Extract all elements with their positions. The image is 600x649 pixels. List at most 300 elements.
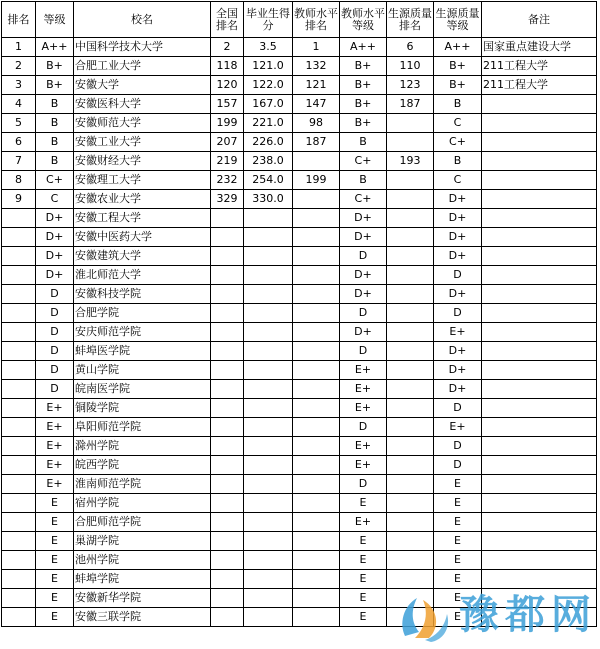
cell-rank — [2, 589, 36, 608]
cell-remarks — [482, 114, 597, 133]
table-row — [2, 399, 597, 418]
cell-national-rank — [211, 247, 244, 266]
cell-remarks — [482, 342, 597, 361]
table-row — [2, 266, 597, 285]
cell-school: 中国科学技术大学 — [74, 38, 211, 57]
cell-rank — [2, 228, 36, 247]
cell-student-grade: C — [434, 114, 482, 133]
cell-student-grade: D — [434, 399, 482, 418]
cell-remarks — [482, 152, 597, 171]
cell-student-rank: 193 — [387, 152, 434, 171]
cell-national-rank — [211, 380, 244, 399]
cell-grade: E+ — [36, 456, 74, 475]
cell-teacher-grade: E+ — [340, 437, 387, 456]
header-national-rank: 全国排名 — [211, 2, 244, 38]
cell-grade: E+ — [36, 418, 74, 437]
cell-grade: C+ — [36, 171, 74, 190]
cell-grade: D+ — [36, 247, 74, 266]
header-grade: 等级 — [36, 2, 74, 38]
cell-student-rank — [387, 323, 434, 342]
cell-grade: B — [36, 95, 74, 114]
cell-teacher-grade: E+ — [340, 380, 387, 399]
cell-teacher-rank — [293, 285, 340, 304]
cell-remarks — [482, 475, 597, 494]
cell-teacher-rank — [293, 247, 340, 266]
cell-student-grade: B — [434, 152, 482, 171]
cell-student-rank — [387, 228, 434, 247]
cell-rank: 2 — [2, 57, 36, 76]
cell-grade: E — [36, 589, 74, 608]
cell-teacher-grade: E+ — [340, 399, 387, 418]
cell-rank — [2, 266, 36, 285]
cell-school: 安徽建筑大学 — [74, 247, 211, 266]
cell-rank — [2, 342, 36, 361]
cell-graduate-score — [244, 589, 293, 608]
cell-teacher-rank — [293, 494, 340, 513]
cell-student-rank — [387, 266, 434, 285]
cell-student-rank: 123 — [387, 76, 434, 95]
cell-remarks: 国家重点建设大学 — [482, 38, 597, 57]
cell-student-rank — [387, 190, 434, 209]
cell-teacher-rank — [293, 323, 340, 342]
cell-teacher-rank: 98 — [293, 114, 340, 133]
cell-grade: B+ — [36, 76, 74, 95]
table-row — [2, 418, 597, 437]
cell-grade: B — [36, 114, 74, 133]
cell-graduate-score: 3.5 — [244, 38, 293, 57]
cell-teacher-rank — [293, 228, 340, 247]
cell-remarks — [482, 266, 597, 285]
cell-graduate-score — [244, 304, 293, 323]
cell-student-grade: D — [434, 437, 482, 456]
cell-grade: E — [36, 494, 74, 513]
table-row — [2, 247, 597, 266]
cell-teacher-rank — [293, 361, 340, 380]
cell-school: 安徽工业大学 — [74, 133, 211, 152]
cell-teacher-grade: D+ — [340, 228, 387, 247]
cell-student-grade: E — [434, 589, 482, 608]
cell-student-grade: D — [434, 456, 482, 475]
cell-national-rank — [211, 304, 244, 323]
cell-remarks: 211工程大学 — [482, 57, 597, 76]
cell-teacher-rank — [293, 152, 340, 171]
cell-rank — [2, 475, 36, 494]
cell-national-rank: 219 — [211, 152, 244, 171]
cell-student-grade: D+ — [434, 285, 482, 304]
cell-school: 合肥学院 — [74, 304, 211, 323]
cell-rank — [2, 494, 36, 513]
cell-remarks — [482, 513, 597, 532]
cell-teacher-grade: C+ — [340, 190, 387, 209]
table-row — [2, 304, 597, 323]
cell-student-grade: C+ — [434, 133, 482, 152]
cell-remarks — [482, 304, 597, 323]
cell-grade: B+ — [36, 57, 74, 76]
cell-student-grade: E — [434, 551, 482, 570]
cell-student-rank — [387, 304, 434, 323]
header-rank: 排名 — [2, 2, 36, 38]
cell-student-rank — [387, 532, 434, 551]
cell-rank — [2, 209, 36, 228]
cell-student-rank: 6 — [387, 38, 434, 57]
cell-national-rank — [211, 209, 244, 228]
cell-rank — [2, 304, 36, 323]
header-teacher-rank: 教师水平排名 — [293, 2, 340, 38]
cell-student-grade: E — [434, 570, 482, 589]
cell-student-rank — [387, 494, 434, 513]
ranking-table — [1, 1, 597, 627]
table-row — [2, 114, 597, 133]
cell-grade: A++ — [36, 38, 74, 57]
table-row — [2, 475, 597, 494]
cell-graduate-score — [244, 513, 293, 532]
cell-national-rank — [211, 399, 244, 418]
cell-national-rank — [211, 589, 244, 608]
cell-school: 安徽中医药大学 — [74, 228, 211, 247]
table-row — [2, 95, 597, 114]
cell-graduate-score — [244, 608, 293, 627]
cell-teacher-grade: D — [340, 418, 387, 437]
cell-student-rank — [387, 342, 434, 361]
cell-student-grade: E+ — [434, 418, 482, 437]
cell-grade: E+ — [36, 399, 74, 418]
cell-school: 淮南师范学院 — [74, 475, 211, 494]
cell-teacher-rank — [293, 589, 340, 608]
cell-teacher-grade: B+ — [340, 76, 387, 95]
cell-rank — [2, 513, 36, 532]
cell-graduate-score — [244, 494, 293, 513]
cell-teacher-grade: B+ — [340, 57, 387, 76]
cell-teacher-grade: E — [340, 532, 387, 551]
cell-graduate-score — [244, 418, 293, 437]
cell-grade: E — [36, 608, 74, 627]
cell-rank: 3 — [2, 76, 36, 95]
cell-grade: B — [36, 133, 74, 152]
cell-graduate-score — [244, 570, 293, 589]
cell-school: 皖南医学院 — [74, 380, 211, 399]
cell-school: 合肥师范学院 — [74, 513, 211, 532]
cell-rank — [2, 247, 36, 266]
cell-grade: E+ — [36, 475, 74, 494]
cell-teacher-rank — [293, 456, 340, 475]
cell-grade: D — [36, 342, 74, 361]
cell-student-rank — [387, 456, 434, 475]
cell-teacher-rank — [293, 304, 340, 323]
cell-school: 宿州学院 — [74, 494, 211, 513]
cell-student-rank — [387, 380, 434, 399]
cell-graduate-score: 122.0 — [244, 76, 293, 95]
cell-national-rank — [211, 456, 244, 475]
cell-school: 安徽师范大学 — [74, 114, 211, 133]
cell-teacher-rank — [293, 608, 340, 627]
cell-remarks — [482, 532, 597, 551]
cell-teacher-rank — [293, 418, 340, 437]
cell-remarks — [482, 418, 597, 437]
cell-graduate-score — [244, 228, 293, 247]
cell-graduate-score: 226.0 — [244, 133, 293, 152]
cell-school: 淮北师范大学 — [74, 266, 211, 285]
cell-remarks — [482, 494, 597, 513]
cell-remarks — [482, 285, 597, 304]
cell-teacher-grade: D — [340, 304, 387, 323]
cell-rank — [2, 437, 36, 456]
table-body — [2, 38, 597, 627]
cell-graduate-score — [244, 456, 293, 475]
cell-remarks — [482, 551, 597, 570]
cell-student-rank — [387, 171, 434, 190]
cell-graduate-score: 330.0 — [244, 190, 293, 209]
cell-grade: E — [36, 532, 74, 551]
cell-student-rank — [387, 285, 434, 304]
cell-school: 安徽理工大学 — [74, 171, 211, 190]
table-row — [2, 57, 597, 76]
cell-teacher-grade: E — [340, 494, 387, 513]
cell-rank: 4 — [2, 95, 36, 114]
cell-student-rank — [387, 114, 434, 133]
cell-student-grade: E — [434, 475, 482, 494]
cell-grade: D — [36, 380, 74, 399]
cell-rank — [2, 285, 36, 304]
cell-school: 蚌埠医学院 — [74, 342, 211, 361]
cell-student-grade: E — [434, 494, 482, 513]
cell-school: 安徽科技学院 — [74, 285, 211, 304]
table-row — [2, 551, 597, 570]
cell-teacher-rank — [293, 475, 340, 494]
cell-graduate-score — [244, 551, 293, 570]
cell-teacher-grade: B — [340, 171, 387, 190]
table-row — [2, 437, 597, 456]
cell-teacher-grade: E+ — [340, 361, 387, 380]
cell-teacher-grade: A++ — [340, 38, 387, 57]
cell-teacher-rank — [293, 513, 340, 532]
cell-national-rank: 232 — [211, 171, 244, 190]
cell-student-rank — [387, 399, 434, 418]
table-row — [2, 152, 597, 171]
table-row — [2, 380, 597, 399]
cell-national-rank: 118 — [211, 57, 244, 76]
cell-national-rank: 199 — [211, 114, 244, 133]
watermark — [395, 582, 599, 646]
cell-teacher-rank — [293, 380, 340, 399]
cell-school: 安徽医科大学 — [74, 95, 211, 114]
cell-student-grade: D+ — [434, 228, 482, 247]
cell-school: 蚌埠学院 — [74, 570, 211, 589]
cell-teacher-grade: D — [340, 247, 387, 266]
cell-remarks — [482, 399, 597, 418]
cell-student-grade: B+ — [434, 57, 482, 76]
table-row — [2, 76, 597, 95]
cell-national-rank — [211, 475, 244, 494]
cell-remarks — [482, 133, 597, 152]
cell-student-grade: D+ — [434, 361, 482, 380]
cell-national-rank — [211, 361, 244, 380]
cell-teacher-grade: D+ — [340, 285, 387, 304]
cell-teacher-grade: E — [340, 608, 387, 627]
cell-teacher-rank: 199 — [293, 171, 340, 190]
watermark-logo-icon — [395, 588, 453, 646]
cell-teacher-rank — [293, 570, 340, 589]
cell-graduate-score — [244, 380, 293, 399]
cell-teacher-rank — [293, 190, 340, 209]
cell-national-rank — [211, 494, 244, 513]
header-student-grade: 生源质量等级 — [434, 2, 482, 38]
table-row — [2, 456, 597, 475]
cell-teacher-grade: D — [340, 342, 387, 361]
cell-rank — [2, 399, 36, 418]
cell-teacher-rank: 187 — [293, 133, 340, 152]
cell-remarks — [482, 361, 597, 380]
cell-student-rank — [387, 551, 434, 570]
cell-national-rank: 2 — [211, 38, 244, 57]
cell-student-grade: E — [434, 532, 482, 551]
cell-student-rank — [387, 133, 434, 152]
cell-national-rank — [211, 266, 244, 285]
cell-student-grade: E — [434, 513, 482, 532]
cell-national-rank — [211, 570, 244, 589]
cell-rank — [2, 418, 36, 437]
cell-rank — [2, 551, 36, 570]
cell-graduate-score — [244, 399, 293, 418]
header-student-rank: 生源质量排名 — [387, 2, 434, 38]
cell-remarks — [482, 247, 597, 266]
cell-remarks — [482, 171, 597, 190]
cell-rank: 5 — [2, 114, 36, 133]
cell-remarks: 211工程大学 — [482, 76, 597, 95]
table-row — [2, 285, 597, 304]
cell-school: 合肥工业大学 — [74, 57, 211, 76]
cell-school: 皖西学院 — [74, 456, 211, 475]
table-row — [2, 171, 597, 190]
cell-national-rank — [211, 532, 244, 551]
cell-graduate-score: 167.0 — [244, 95, 293, 114]
cell-national-rank: 120 — [211, 76, 244, 95]
cell-remarks — [482, 190, 597, 209]
cell-national-rank — [211, 608, 244, 627]
cell-teacher-grade: E — [340, 551, 387, 570]
cell-teacher-rank — [293, 551, 340, 570]
cell-rank: 1 — [2, 38, 36, 57]
cell-graduate-score — [244, 342, 293, 361]
cell-national-rank — [211, 323, 244, 342]
cell-grade: D — [36, 361, 74, 380]
cell-school: 滁州学院 — [74, 437, 211, 456]
header-school: 校名 — [74, 2, 211, 38]
cell-student-grade: D+ — [434, 190, 482, 209]
cell-national-rank: 207 — [211, 133, 244, 152]
cell-teacher-rank — [293, 342, 340, 361]
cell-school: 安徽新华学院 — [74, 589, 211, 608]
cell-student-rank — [387, 247, 434, 266]
cell-teacher-rank — [293, 399, 340, 418]
cell-graduate-score — [244, 532, 293, 551]
cell-school: 安庆师范学院 — [74, 323, 211, 342]
cell-teacher-rank: 147 — [293, 95, 340, 114]
cell-student-grade: D+ — [434, 380, 482, 399]
cell-rank — [2, 380, 36, 399]
cell-remarks — [482, 95, 597, 114]
cell-teacher-grade: B — [340, 133, 387, 152]
cell-national-rank — [211, 342, 244, 361]
cell-student-rank — [387, 513, 434, 532]
cell-school: 阜阳师范学院 — [74, 418, 211, 437]
cell-school: 黄山学院 — [74, 361, 211, 380]
cell-grade: D — [36, 323, 74, 342]
cell-teacher-rank: 121 — [293, 76, 340, 95]
cell-remarks — [482, 209, 597, 228]
cell-student-rank — [387, 361, 434, 380]
cell-teacher-grade: D — [340, 475, 387, 494]
cell-student-grade: A++ — [434, 38, 482, 57]
cell-grade: B — [36, 152, 74, 171]
cell-graduate-score: 121.0 — [244, 57, 293, 76]
cell-student-grade: D+ — [434, 209, 482, 228]
cell-graduate-score — [244, 247, 293, 266]
watermark-text: 豫都网 — [459, 591, 597, 638]
cell-rank — [2, 532, 36, 551]
header-teacher-grade: 教师水平等级 — [340, 2, 387, 38]
cell-student-rank — [387, 475, 434, 494]
cell-rank: 9 — [2, 190, 36, 209]
table-row — [2, 494, 597, 513]
cell-grade: E — [36, 570, 74, 589]
cell-rank — [2, 608, 36, 627]
cell-student-grade: E — [434, 608, 482, 627]
cell-student-grade: C — [434, 171, 482, 190]
cell-national-rank — [211, 418, 244, 437]
table-row — [2, 323, 597, 342]
cell-grade: D — [36, 285, 74, 304]
header-remarks: 备注 — [482, 2, 597, 38]
cell-rank: 6 — [2, 133, 36, 152]
cell-national-rank — [211, 437, 244, 456]
cell-student-rank — [387, 437, 434, 456]
cell-school: 巢湖学院 — [74, 532, 211, 551]
cell-graduate-score — [244, 285, 293, 304]
cell-graduate-score: 238.0 — [244, 152, 293, 171]
header-row — [2, 2, 597, 38]
cell-school: 铜陵学院 — [74, 399, 211, 418]
cell-grade: D+ — [36, 228, 74, 247]
cell-graduate-score — [244, 437, 293, 456]
cell-graduate-score: 221.0 — [244, 114, 293, 133]
cell-national-rank — [211, 228, 244, 247]
header-graduate-score: 毕业生得分 — [244, 2, 293, 38]
cell-rank — [2, 361, 36, 380]
cell-remarks — [482, 437, 597, 456]
cell-rank — [2, 323, 36, 342]
table-row — [2, 38, 597, 57]
cell-student-rank: 187 — [387, 95, 434, 114]
table-row — [2, 342, 597, 361]
cell-school: 安徽大学 — [74, 76, 211, 95]
cell-school: 安徽农业大学 — [74, 190, 211, 209]
cell-grade: D+ — [36, 209, 74, 228]
cell-teacher-grade: D+ — [340, 266, 387, 285]
cell-national-rank — [211, 513, 244, 532]
cell-teacher-grade: E+ — [340, 513, 387, 532]
cell-student-grade: D+ — [434, 342, 482, 361]
cell-student-rank: 110 — [387, 57, 434, 76]
cell-school: 池州学院 — [74, 551, 211, 570]
cell-school: 安徽工程大学 — [74, 209, 211, 228]
cell-grade: E+ — [36, 437, 74, 456]
cell-graduate-score — [244, 266, 293, 285]
cell-teacher-rank — [293, 266, 340, 285]
cell-teacher-rank — [293, 437, 340, 456]
cell-school: 安徽三联学院 — [74, 608, 211, 627]
table-row — [2, 190, 597, 209]
cell-rank: 7 — [2, 152, 36, 171]
